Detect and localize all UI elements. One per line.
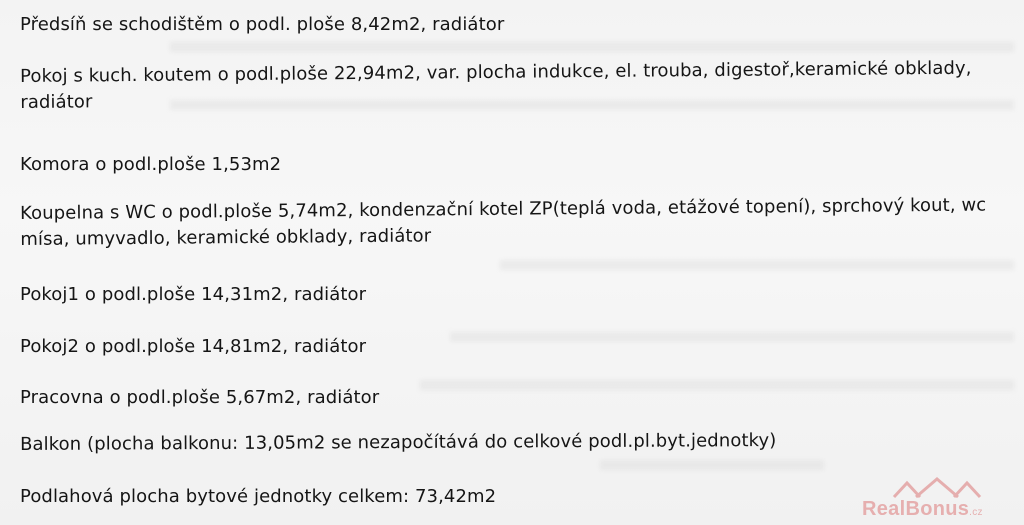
bleed-through-line — [420, 380, 1014, 390]
text-line-hallway: Předsíň se schodištěm o podl. ploše 8,42m2, radiátor — [20, 14, 505, 35]
text-line-room2: Pokoj2 o podl.ploše 14,81m2, radiátor — [20, 336, 367, 357]
bleed-through-line — [170, 42, 1014, 52]
text-line-storage: Komora o podl.ploše 1,53m2 — [20, 154, 282, 175]
text-line-room1: Pokoj1 o podl.ploše 14,31m2, radiátor — [20, 284, 367, 305]
watermark-logo — [862, 477, 1002, 521]
text-line-study: Pracovna o podl.ploše 5,67m2, radiátor — [20, 387, 380, 408]
bleed-through-line — [450, 332, 1014, 342]
watermark-suffix: .cz — [969, 507, 983, 518]
house-roof-icon — [892, 477, 982, 499]
bleed-through-line — [600, 460, 824, 470]
bleed-through-line — [500, 260, 1014, 270]
watermark-text — [862, 498, 983, 521]
watermark-brand: RealBonus — [862, 498, 970, 520]
text-line-kitchen-room: Pokoj s kuch. koutem o podl.ploše 22,94m2, var. plocha indukce, el. trouba, digestoř,keramické obklady, radiátor — [20, 57, 972, 113]
text-line-bathroom: Koupelna s WC o podl.ploše 5,74m2, kondenzační kotel ZP(teplá voda, etážové topení), sprchový kout, wc mísa, umyvadlo, keramické obklady, radiátor — [20, 194, 987, 250]
text-line-balcony: Balkon (plocha balkonu: 13,05m2 se nezapočítává do celkové podl.pl.byt.jednotky) — [20, 430, 777, 455]
text-line-total-area: Podlahová plocha bytové jednotky celkem: 73,42m2 — [20, 486, 497, 507]
